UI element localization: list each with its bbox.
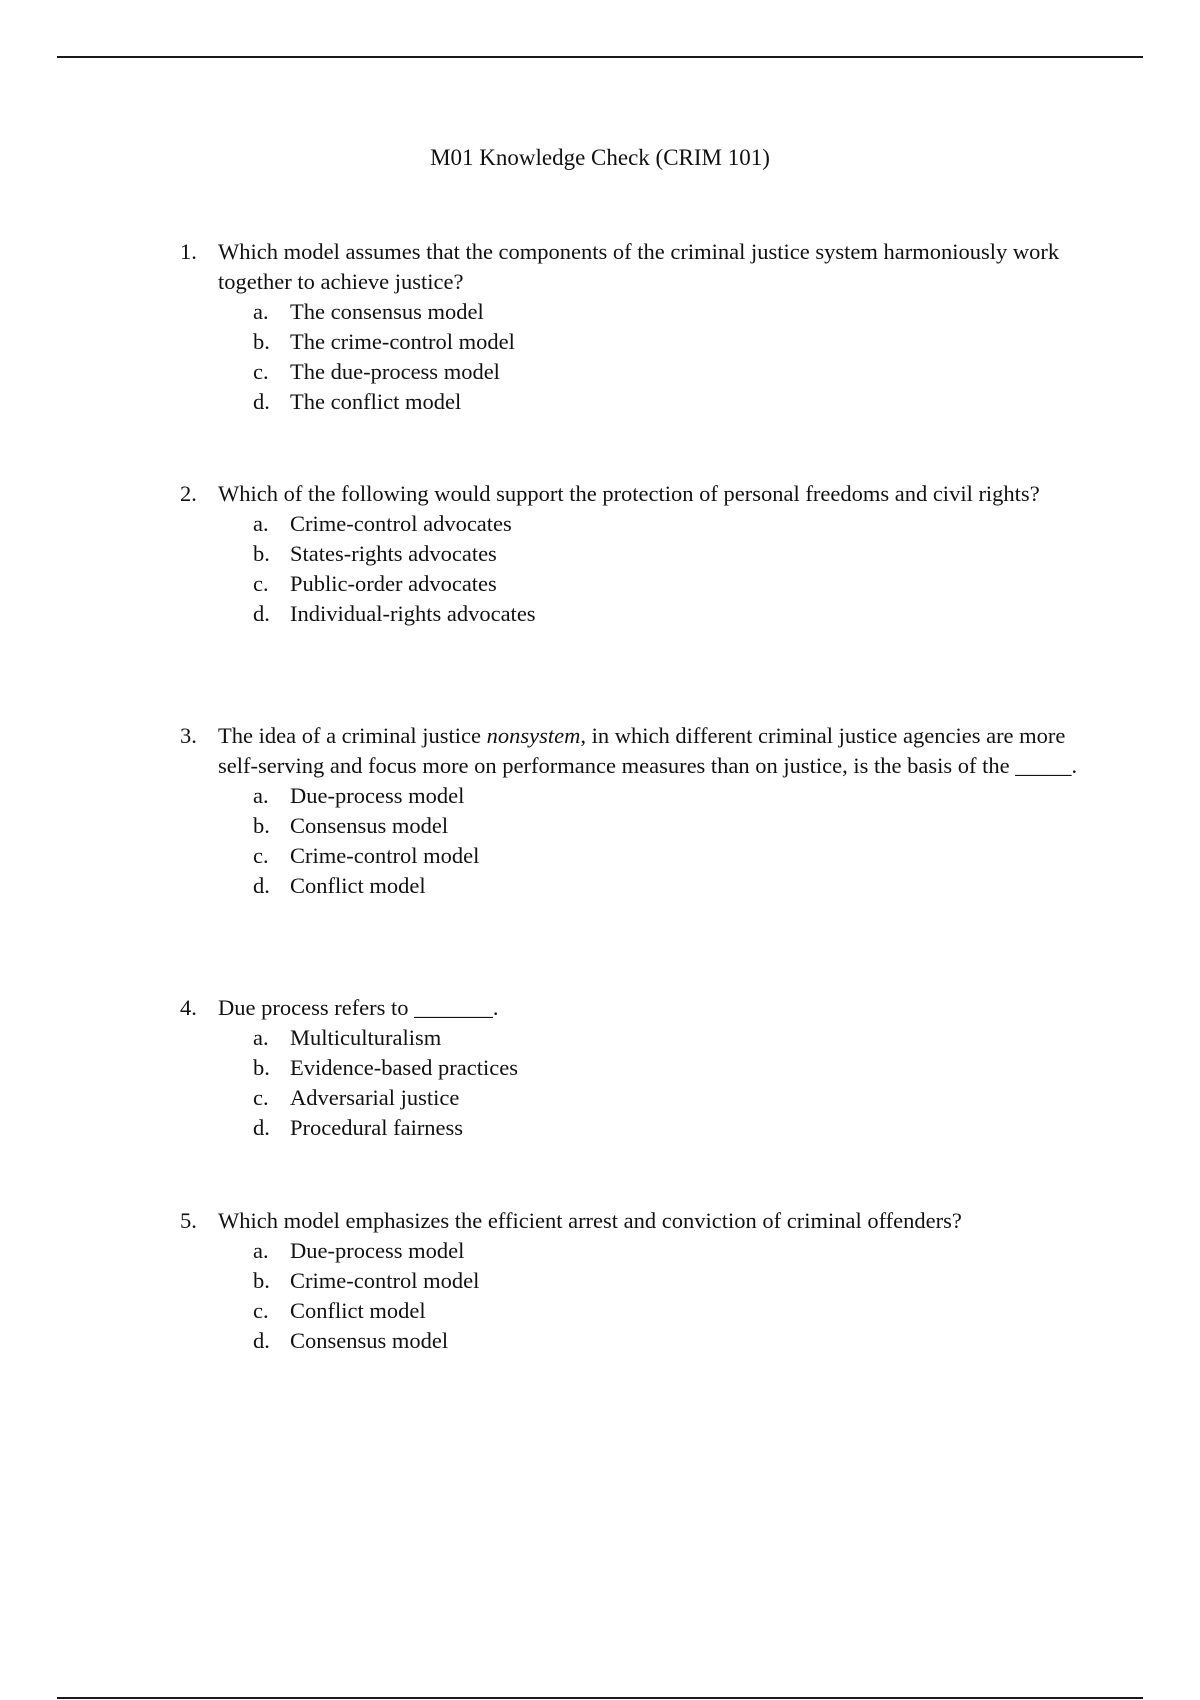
option-text: Crime-control advocates	[290, 511, 512, 536]
option-letter: d.	[253, 1328, 270, 1353]
option-text: Due-process model	[290, 783, 465, 808]
option-letter: b.	[253, 541, 270, 566]
question-text: Due process refers to _______.	[218, 995, 499, 1020]
question-number: 4.	[180, 995, 197, 1020]
option-letter: a.	[253, 299, 269, 324]
option-letter: a.	[253, 1238, 269, 1263]
question-text	[218, 721, 1080, 781]
option-b	[253, 811, 1080, 841]
question-text-end: in which different criminal justice agencies are more self-serving and focus more on performance measures than on justice, is the basis of the _____.	[218, 723, 1078, 778]
top-rule	[57, 56, 1143, 58]
option-d	[253, 599, 1080, 629]
option-text: Conflict model	[290, 873, 426, 898]
option-text: Individual-rights advocates	[290, 601, 536, 626]
option-text: Multiculturalism	[290, 1025, 442, 1050]
option-text: The consensus model	[290, 299, 484, 324]
option-d	[253, 871, 1080, 901]
option-letter: c.	[253, 1085, 269, 1110]
option-list	[180, 297, 1080, 417]
option-letter: c.	[253, 843, 269, 868]
option-c	[253, 1296, 1080, 1326]
question-text-start: The idea of a criminal justice	[218, 723, 487, 748]
option-text: Consensus model	[290, 1328, 449, 1353]
option-text: Conflict model	[290, 1298, 426, 1323]
option-b	[253, 1266, 1080, 1296]
option-c	[253, 569, 1080, 599]
option-letter: d.	[253, 873, 270, 898]
page-title: M01 Knowledge Check (CRIM 101)	[430, 145, 770, 170]
option-text: Procedural fairness	[290, 1115, 464, 1140]
option-list	[180, 1023, 1080, 1143]
question-1	[180, 237, 1080, 417]
option-letter: a.	[253, 1025, 269, 1050]
option-text: Evidence-based practices	[290, 1055, 518, 1080]
option-a	[253, 297, 1080, 327]
option-letter: a.	[253, 783, 269, 808]
option-b	[253, 327, 1080, 357]
option-b	[253, 539, 1080, 569]
option-letter: b.	[253, 813, 270, 838]
option-text: The due-process model	[290, 359, 500, 384]
option-letter: c.	[253, 359, 269, 384]
option-letter: b.	[253, 1268, 270, 1293]
option-text: States-rights advocates	[290, 541, 497, 566]
option-b	[253, 1053, 1080, 1083]
option-c	[253, 1083, 1080, 1113]
option-a	[253, 781, 1080, 811]
option-letter: c.	[253, 571, 269, 596]
bottom-rule	[57, 1697, 1143, 1699]
option-text: The conflict model	[290, 389, 462, 414]
option-letter: b.	[253, 329, 270, 354]
option-d	[253, 1113, 1080, 1143]
question-number: 2.	[180, 481, 197, 506]
option-a	[253, 509, 1080, 539]
question-3	[180, 721, 1080, 901]
question-text-emphasis: nonsystem,	[486, 723, 587, 748]
option-text: The crime-control model	[290, 329, 515, 354]
option-d	[253, 1326, 1080, 1356]
option-text: Crime-control model	[290, 1268, 480, 1293]
option-letter: d.	[253, 1115, 270, 1140]
question-number: 5.	[180, 1208, 197, 1233]
option-text: Adversarial justice	[290, 1085, 460, 1110]
option-text: Crime-control model	[290, 843, 480, 868]
option-text: Public-order advocates	[290, 571, 497, 596]
question-text: Which of the following would support the protection of personal freedoms and civil rights?	[218, 481, 1040, 506]
option-letter: d.	[253, 389, 270, 414]
question-text: Which model assumes that the components of the criminal justice system harmoniously work together to achieve justice?	[218, 239, 1060, 294]
option-text: Consensus model	[290, 813, 449, 838]
option-letter: a.	[253, 511, 269, 536]
option-a	[253, 1023, 1080, 1053]
option-list	[180, 1236, 1080, 1356]
option-list	[180, 781, 1080, 901]
question-5	[180, 1206, 1080, 1356]
option-a	[253, 1236, 1080, 1266]
option-d	[253, 387, 1080, 417]
question-number: 3.	[180, 723, 197, 748]
question-2	[180, 479, 1080, 629]
option-c	[253, 357, 1080, 387]
option-letter: c.	[253, 1298, 269, 1323]
option-list	[180, 509, 1080, 629]
option-text: Due-process model	[290, 1238, 465, 1263]
option-letter: b.	[253, 1055, 270, 1080]
option-letter: d.	[253, 601, 270, 626]
option-c	[253, 841, 1080, 871]
question-4	[180, 993, 1080, 1143]
question-number: 1.	[180, 239, 197, 264]
question-text: Which model emphasizes the efficient arrest and conviction of criminal offenders?	[218, 1208, 962, 1233]
